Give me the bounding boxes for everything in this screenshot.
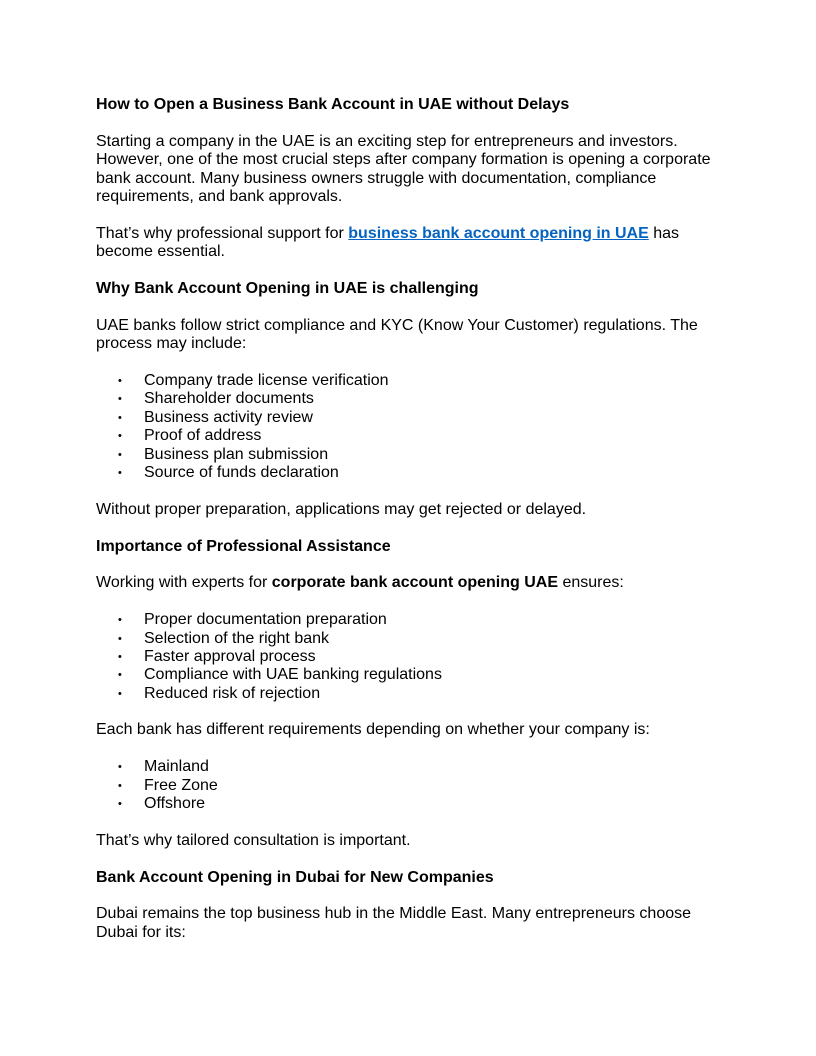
bullet-icon: • <box>118 430 122 443</box>
bullet-icon: • <box>118 466 122 479</box>
list-item <box>96 372 726 390</box>
bullet-icon: • <box>118 650 122 663</box>
bullet-icon: • <box>118 614 122 627</box>
list-item-text: Proof of address <box>144 427 262 445</box>
list-item <box>96 427 726 445</box>
intro-paragraph: Starting a company in the UAE is an exciting step for entrepreneurs and investors. However, one of the most crucial steps after company formation is opening a corporate bank account. Many business owners struggle with documentation, compliance requirements, and bank approvals. <box>96 132 711 206</box>
list-item-text: Offshore <box>144 795 206 813</box>
company-types-list <box>96 758 726 813</box>
support-text-after: has become essential. <box>96 224 680 261</box>
list-item <box>96 446 726 464</box>
list-item-text: Mainland <box>144 758 209 776</box>
list-item <box>96 611 726 629</box>
list-item-text: Business plan submission <box>144 445 329 463</box>
list-item-text: Selection of the right bank <box>144 629 330 647</box>
section3-intro: Dubai remains the top business hub in the Middle East. Many entrepreneurs choose Dubai for its: <box>96 905 692 941</box>
consultation-paragraph: That’s why tailored consultation is important. <box>96 831 411 849</box>
support-text-before: That’s why professional support for <box>96 224 349 242</box>
list-item <box>96 666 726 684</box>
section2-intro-before: Working with experts for <box>96 574 272 592</box>
kyc-requirements-list <box>96 372 726 482</box>
bullet-icon: • <box>118 669 122 682</box>
bullet-icon: • <box>118 411 122 424</box>
document-page <box>96 96 726 961</box>
list-item-text: Company trade license verification <box>144 372 389 390</box>
section1-outro: Without proper preparation, applications may get rejected or delayed. <box>96 500 587 518</box>
list-item <box>96 685 726 703</box>
list-item <box>96 777 726 795</box>
list-item <box>96 409 726 427</box>
list-item-text: Business activity review <box>144 408 313 426</box>
section3-heading: Bank Account Opening in Dubai for New Companies <box>96 868 494 886</box>
document-title: How to Open a Business Bank Account in UAE without Delays <box>96 96 570 113</box>
section1-intro: UAE banks follow strict compliance and KYC (Know Your Customer) regulations. The process may include: <box>96 316 698 353</box>
list-item-text: Proper documentation preparation <box>144 611 387 629</box>
bullet-icon: • <box>118 632 122 645</box>
support-paragraph <box>96 225 726 262</box>
list-item <box>96 648 726 666</box>
assistance-benefits-list <box>96 611 726 703</box>
bullet-icon: • <box>118 448 122 461</box>
bullet-icon: • <box>118 761 122 774</box>
bullet-icon: • <box>118 779 122 792</box>
list-item-text: Compliance with UAE banking regulations <box>144 666 442 684</box>
list-item-text: Reduced risk of rejection <box>144 684 321 702</box>
section2-intro <box>96 574 726 592</box>
section2-heading: Importance of Professional Assistance <box>96 537 391 555</box>
section2-intro-after: ensures: <box>558 574 624 592</box>
list-item <box>96 464 726 482</box>
list-item <box>96 390 726 408</box>
list-item-text: Shareholder documents <box>144 390 314 408</box>
bullet-icon: • <box>118 798 122 811</box>
bullet-icon: • <box>118 375 122 388</box>
list-item <box>96 630 726 648</box>
bullet-icon: • <box>118 687 122 700</box>
requirements-paragraph: Each bank has different requirements depending on whether your company is: <box>96 721 650 739</box>
list-item-text: Source of funds declaration <box>144 463 339 481</box>
list-item-text: Faster approval process <box>144 647 316 665</box>
section2-intro-bold: corporate bank account opening UAE <box>271 574 559 592</box>
section1-heading: Why Bank Account Opening in UAE is challenging <box>96 280 479 298</box>
list-item <box>96 758 726 776</box>
list-item <box>96 795 726 813</box>
business-bank-account-link[interactable]: business bank account opening in UAE <box>348 224 649 242</box>
bullet-icon: • <box>118 393 122 406</box>
list-item-text: Free Zone <box>144 776 218 794</box>
